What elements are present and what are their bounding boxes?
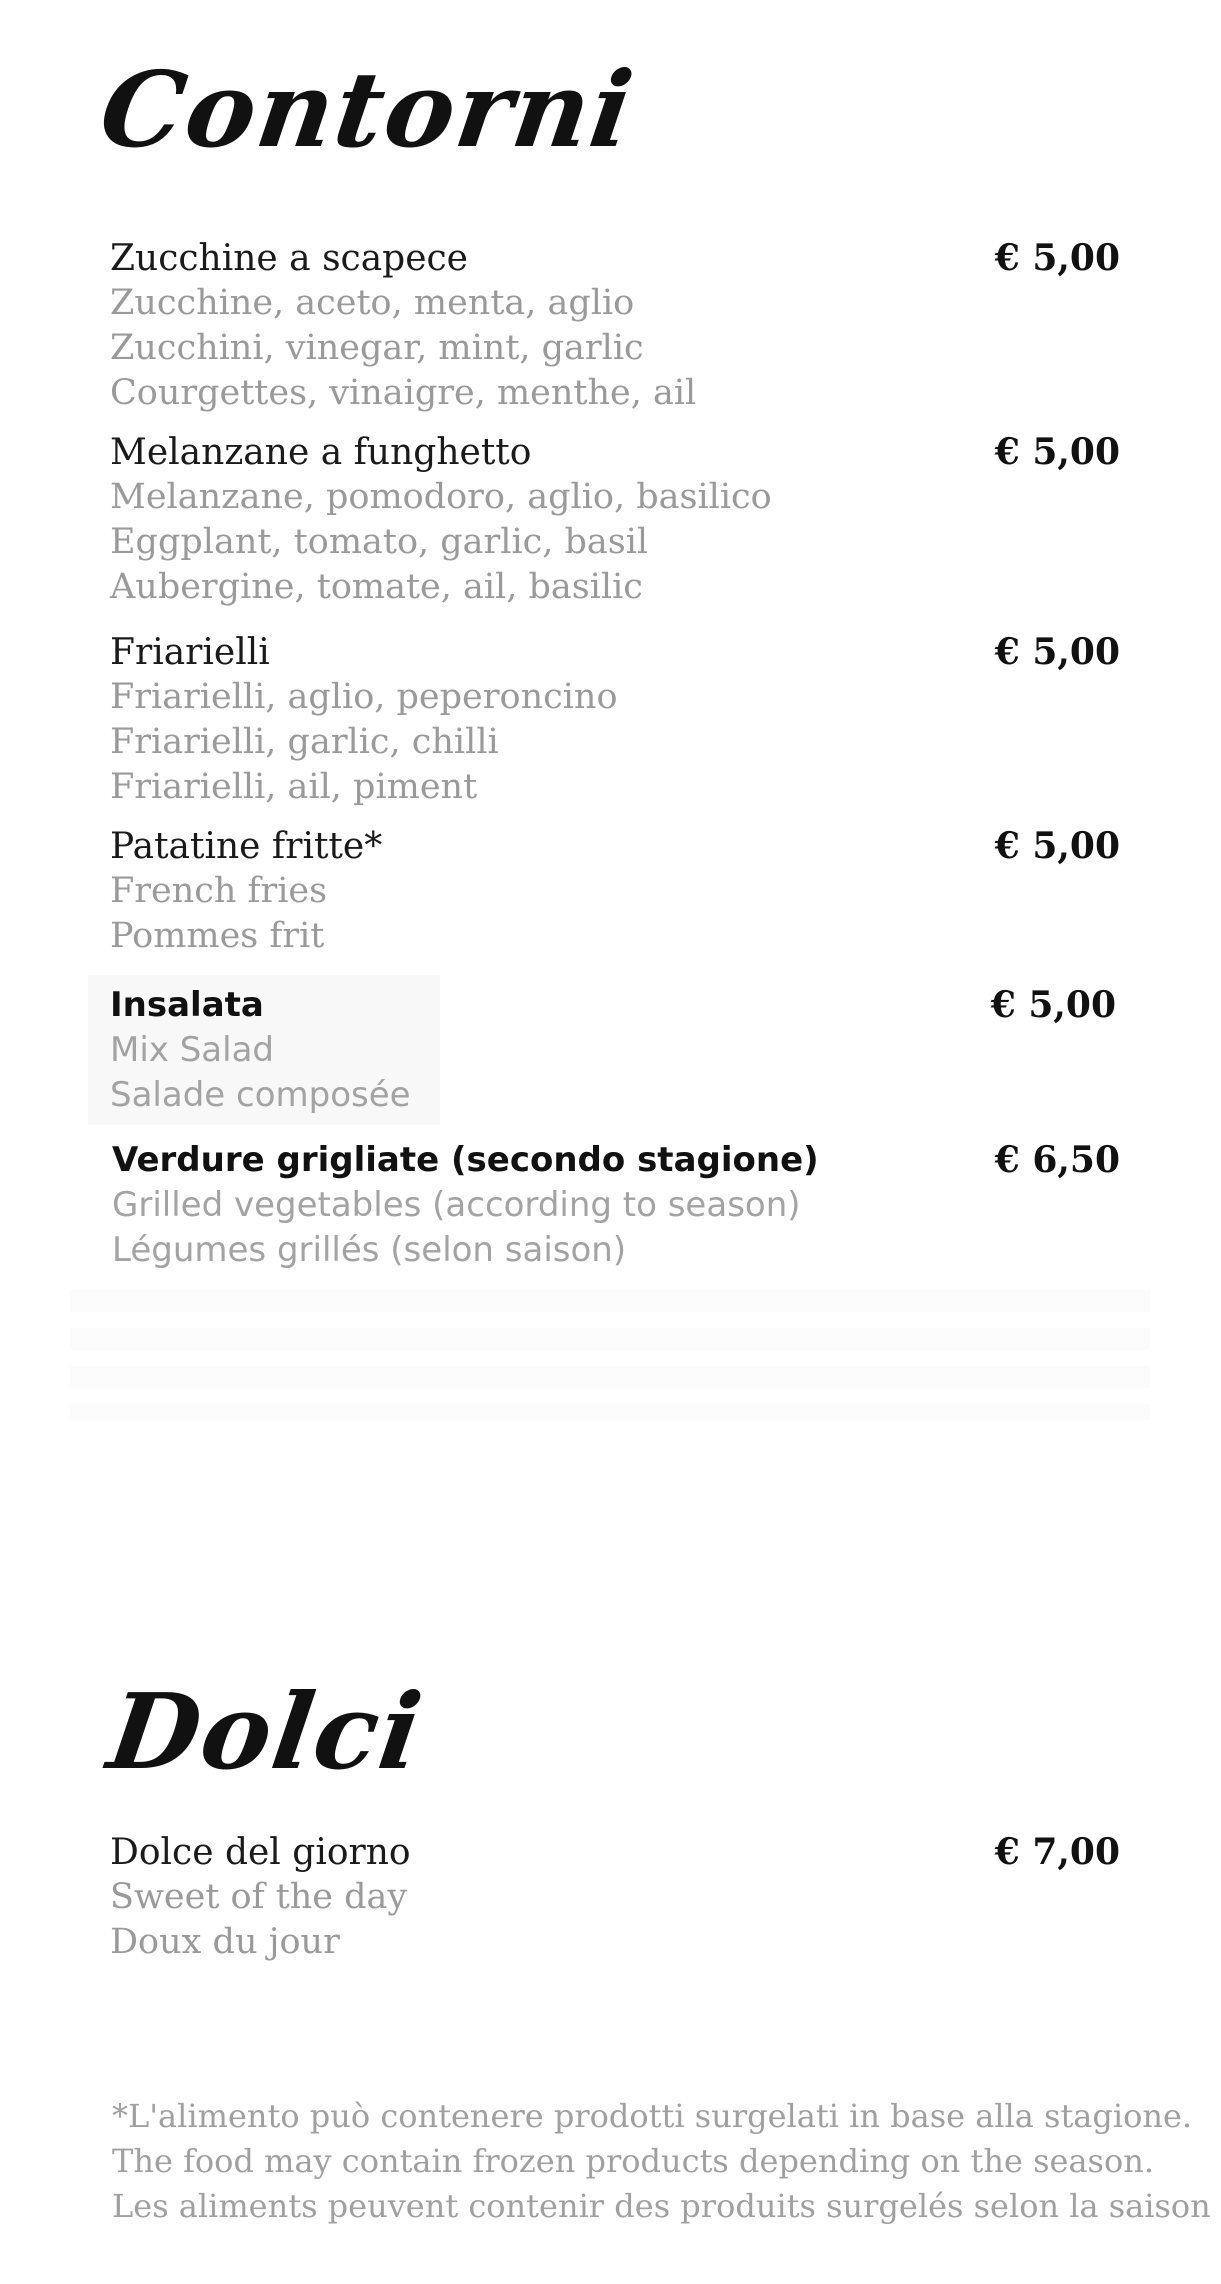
item-desc-it: Melanzane, pomodoro, aglio, basilico [110, 477, 772, 517]
footnote-fr: Les aliments peuvent contenir des produits surgelés selon la saison [112, 2187, 1211, 2225]
item-desc-fr: Salade composée [110, 1075, 411, 1115]
faded-text-area [70, 1290, 1150, 1420]
contorni-heading: Contorni [93, 48, 642, 171]
item-price: € 6,50 [994, 1139, 1120, 1181]
menu-item-insalata [110, 983, 1120, 1118]
item-desc-fr: Pommes frit [110, 916, 325, 956]
item-desc-it: Friarielli, aglio, peperoncino [110, 677, 618, 717]
menu-item-zucchine [110, 236, 1120, 416]
item-desc-fr: Doux du jour [110, 1922, 340, 1962]
item-desc-fr: Friarielli, ail, piment [110, 767, 478, 807]
item-desc-fr: Courgettes, vinaigre, menthe, ail [110, 373, 697, 413]
dolci-heading: Dolci [101, 1670, 431, 1793]
item-desc-fr: Légumes grillés (selon saison) [112, 1230, 627, 1270]
menu-item-friarielli [110, 630, 1120, 810]
item-price: € 5,00 [990, 984, 1116, 1026]
item-price: € 5,00 [994, 237, 1120, 279]
menu-item-verdure [112, 1138, 1122, 1273]
footnote-en: The food may contain frozen products depending on the season. [112, 2142, 1154, 2180]
item-desc-en: French fries [110, 871, 328, 911]
menu-item-patatine [110, 824, 1120, 959]
item-price: € 5,00 [994, 631, 1120, 673]
item-desc-en: Zucchini, vinegar, mint, garlic [110, 328, 644, 368]
item-name: Zucchine a scapece [110, 238, 468, 279]
item-price: € 7,00 [994, 1831, 1120, 1873]
item-name: Dolce del giorno [110, 1832, 411, 1873]
item-desc-en: Sweet of the day [110, 1877, 408, 1917]
item-name: Insalata [110, 985, 264, 1025]
footnote [112, 2094, 1211, 2229]
menu-item-melanzane [110, 430, 1120, 610]
item-name: Melanzane a funghetto [110, 432, 532, 473]
item-desc-en: Friarielli, garlic, chilli [110, 722, 499, 762]
item-price: € 5,00 [994, 431, 1120, 473]
item-desc-it: Zucchine, aceto, menta, aglio [110, 283, 635, 323]
item-desc-fr: Aubergine, tomate, ail, basilic [110, 567, 643, 607]
item-name: Verdure grigliate (secondo stagione) [112, 1140, 819, 1180]
item-desc-en: Eggplant, tomato, garlic, basil [110, 522, 649, 562]
item-price: € 5,00 [994, 825, 1120, 867]
footnote-it: *L'alimento può contenere prodotti surgelati in base alla stagione. [112, 2097, 1193, 2135]
item-name: Patatine fritte* [110, 826, 383, 867]
menu-item-dolce [110, 1830, 1120, 1965]
item-desc-en: Grilled vegetables (according to season) [112, 1185, 801, 1225]
item-name: Friarielli [110, 632, 270, 673]
item-desc-en: Mix Salad [110, 1030, 274, 1070]
